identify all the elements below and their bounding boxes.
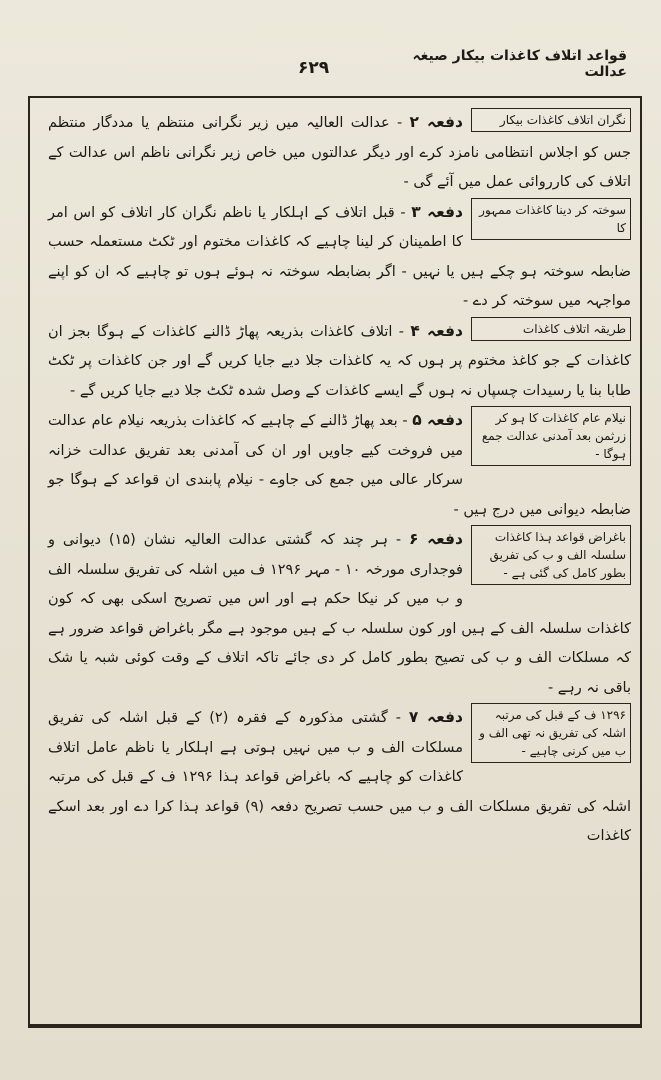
section-label-4: دفعہ ۴ [410, 321, 463, 340]
section-4 [48, 317, 631, 407]
section-5 [48, 406, 631, 525]
margin-note-7: ۱۲۹۶ ف کے قبل کی مرتبہ اشلہ کی تفریق نہ تھی الف و ب میں کرنی چاہیے - [471, 703, 631, 763]
section-text-4: - اتلاف کاغذات بذریعہ پھاڑ ڈالنے کاغذات کے ہوگا بجز ان کاغذات کے جو کاغذ مختوم پر ہوں کہ یہ کاغذات جلا دیے جایا کریں گے اور جن کاغذات پر ٹکٹ طابا بنا یا رسیدات چسپاں نہ ہوں گے ایسے کاغذات کے وصل شدہ ٹکٹ جلا دیے جایا کریں گے - [48, 323, 631, 399]
section-text-3: - قبل اتلاف کے اہلکار یا ناظم نگران کار اتلاف کو اس امر کا اطمینان کر لینا چاہیے کہ کاغذات مختوم اور ٹکٹ مستعملہ حسب ضابطہ سوختہ ہو چکے ہیں یا نہیں - اگر بضابطہ سوختہ نہ ہوئے ہوں تو چاہیے کہ ان کو اپنے مواجہہ میں سوختہ کر دے - [48, 204, 631, 309]
section-text-5: - بعد پھاڑ ڈالنے کے چاہیے کہ کاغذات بذریعہ نیلام عام عدالت میں فروخت کیے جاویں اور ان کی آمدنی بعد تفریق عدالت خزانہ سرکار عالی میں جمع کی جاوے - نیلام پابندی ان قواعد کے ہوگا جو ضابطہ دیوانی میں درج ہیں - [48, 413, 631, 518]
body-text [48, 108, 631, 852]
margin-note-6: باغراض قواعد ہذا کاغذات سلسلہ الف و ب کی تفریق بطور کامل کی گئی ہے - [471, 525, 631, 585]
section-2 [48, 108, 631, 198]
running-head: قواعد اتلاف کاغذات بیکار صیغہ عدالت [412, 48, 627, 80]
section-text-6: - ہر چند کہ گشتی عدالت العالیہ نشان (۱۵) دیوانی و فوجداری مورخہ ۱۰ - مہر ۱۲۹۶ ف میں اشلہ کی تفریق سلسلہ الف و ب میں کر نیکا حکم ہے اور اس میں تصریح اسکی بھی کہ کون کاغذات سلسلہ الف کے ہیں اور کون سلسلہ ب کے ہیں موجود ہے مگر باغراض قواعد ضرور ہے کہ مسلکات الف و ب کی تصیح بطور کامل کر دی جائے تاکہ اتلاف کے وقت کوئی شبہ یا شک باقی نہ رہے - [48, 532, 631, 696]
section-6 [48, 525, 631, 703]
section-3 [48, 198, 631, 317]
margin-note-2: نگران اتلاف کاغذات بیکار [471, 108, 631, 132]
section-text-2: - عدالت العالیہ میں زیر نگرانی منتظم یا مددگار منتظم جس کو اجلاس انتظامی نامزد کرے اور دیگر عدالتوں میں خاص زیر نگرانی ناظم اس عدالت کے اتلاف کی کارروائی عمل میں آئے گی - [48, 115, 631, 190]
section-label-5: دفعہ ۵ [412, 411, 463, 429]
section-text-7: - گشتی مذکورہ کے فقرہ (۲) کے قبل اشلہ کی تفریق مسلکات الف و ب میں نہیں ہوتی ہے اہلکار یا ناظم عامل اتلاف کاغذات کو چاہیے کہ باغراض قواعد ہذا ۱۲۹۶ ف کے قبل کی مرتبہ اشلہ کی تفریق مسلکات الف و ب میں حسب تصریح دفعہ (۹) قواعد ہذا کرا دے اور بعد اسکے کاغذات [48, 710, 632, 844]
section-7 [48, 703, 631, 852]
section-label-3: دفعہ ۳ [411, 202, 464, 221]
section-label-2: دفعہ ۲ [409, 113, 463, 131]
margin-note-4: طریقہ اتلاف کاغذات [471, 317, 631, 341]
section-label-6: دفعہ ۶ [408, 530, 463, 548]
margin-note-5: نیلام عام کاغذات کا ہو کر زرثمن بعد آمدنی عدالت جمع ہوگا - [471, 406, 631, 466]
bottom-rule [28, 1024, 640, 1026]
margin-note-3: سوختہ کر دینا کاغذات ممہور کا [471, 198, 631, 240]
section-label-7: دفعہ ۷ [408, 708, 463, 726]
page-number: ۶۲۹ [298, 58, 330, 78]
